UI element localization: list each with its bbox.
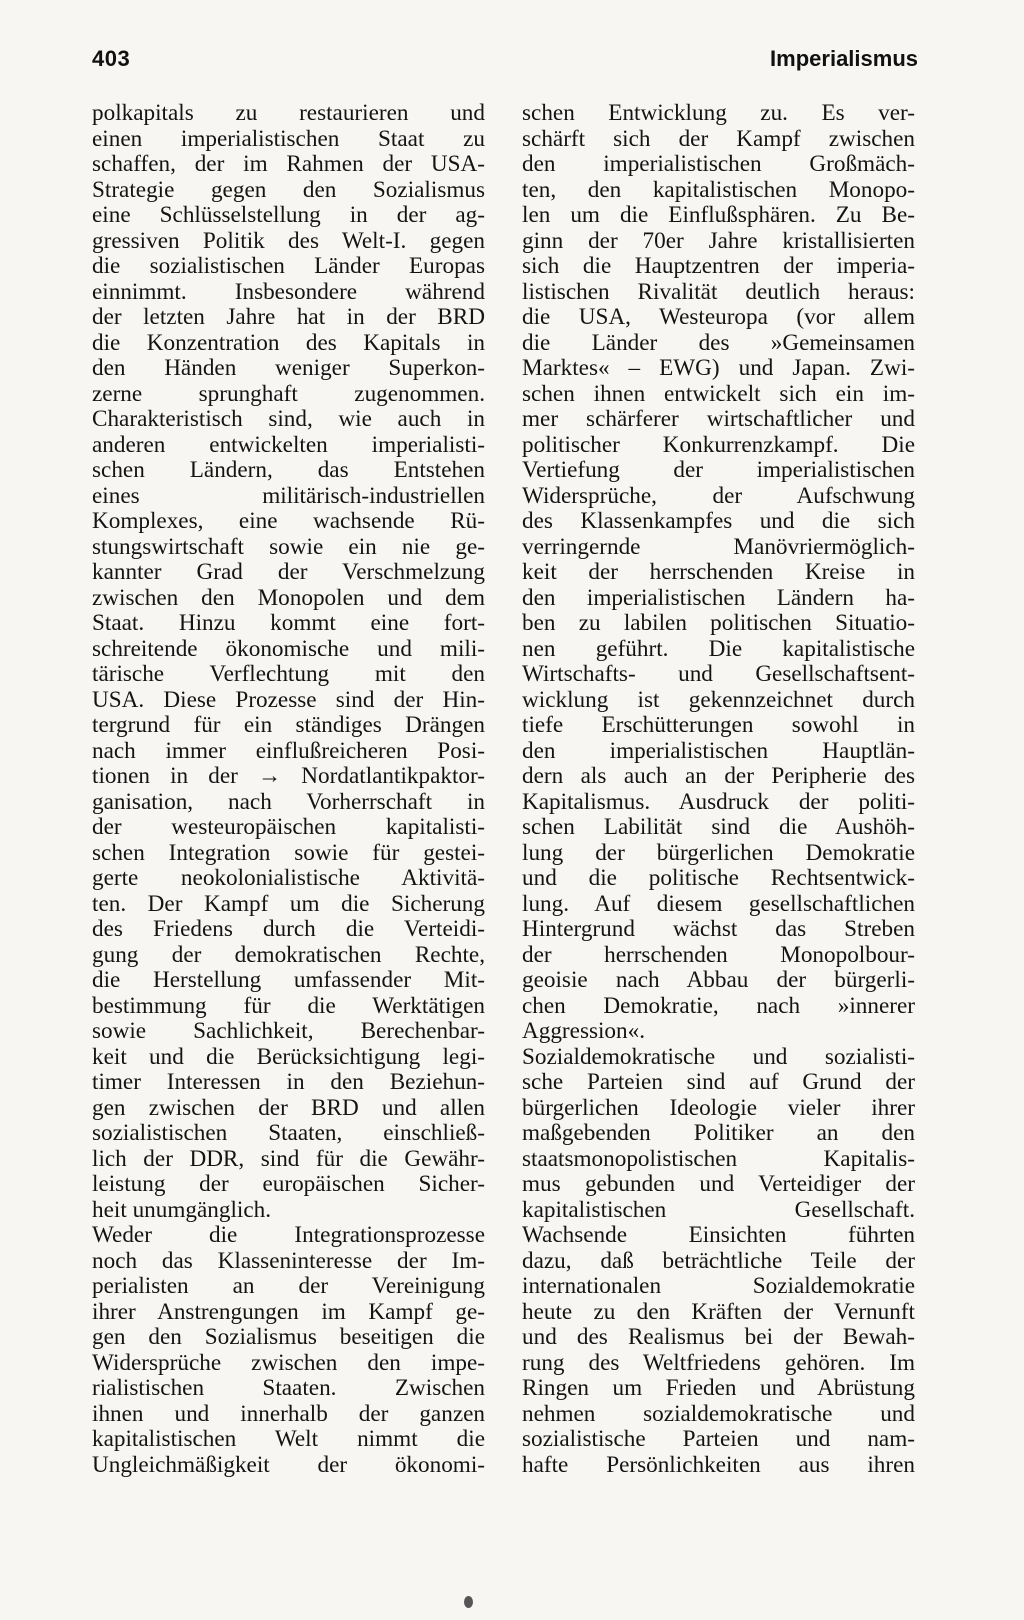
text-line: ginn der 70er Jahre kristallisierten bbox=[522, 228, 915, 254]
text-line: ihrer Anstrengungen im Kampf ge- bbox=[92, 1299, 485, 1325]
text-line: Ungleichmäßigkeit der ökonomi- bbox=[92, 1452, 485, 1478]
text-line: heute zu den Kräften der Vernunft bbox=[522, 1299, 915, 1325]
text-line: sozialistische Parteien und nam- bbox=[522, 1427, 915, 1452]
text-line: gen zwischen der BRD und allen bbox=[92, 1095, 485, 1121]
text-line: die Herstellung umfassender Mit- bbox=[92, 968, 485, 993]
text-line: Staat. Hinzu kommt eine fort- bbox=[92, 611, 485, 636]
text-line: kapitalistischen Gesellschaft. bbox=[522, 1197, 915, 1223]
text-line: des Klassenkampfes und die sich bbox=[522, 509, 915, 534]
text-line: die Konzentration des Kapitals in bbox=[92, 330, 485, 356]
text-line: dern als auch an der Peripherie des bbox=[522, 764, 915, 789]
text-line: und des Realismus bei der Bewah- bbox=[522, 1325, 915, 1350]
text-line: schen Integration sowie für gestei- bbox=[92, 840, 485, 866]
text-line: kannter Grad der Verschmelzung bbox=[92, 560, 485, 585]
text-line: die sozialistischen Länder Europas bbox=[92, 254, 485, 279]
right-text-column bbox=[522, 101, 915, 1478]
text-line: rung des Weltfriedens gehören. Im bbox=[522, 1350, 915, 1376]
text-line: verringernde Manövriermöglich- bbox=[522, 534, 915, 560]
text-line: wicklung ist gekennzeichnet durch bbox=[522, 687, 915, 713]
text-line: tärische Verflechtung mit den bbox=[92, 662, 485, 687]
text-line: internationalen Sozialdemokratie bbox=[522, 1274, 915, 1299]
text-line: anderen entwickelten imperialisti- bbox=[92, 432, 485, 458]
text-line: leistung der europäischen Sicher- bbox=[92, 1172, 485, 1197]
text-line: Hintergrund wächst das Streben bbox=[522, 917, 915, 942]
text-line: stungswirtschaft sowie ein nie ge- bbox=[92, 534, 485, 560]
text-line: die USA, Westeuropa (vor allem bbox=[522, 305, 915, 330]
page-smudge-mark bbox=[464, 1596, 473, 1608]
text-line: sich die Hauptzentren der imperia- bbox=[522, 254, 915, 279]
text-line: bürgerlichen Ideologie vieler ihrer bbox=[522, 1095, 915, 1121]
text-line: eines militärisch-industriellen bbox=[92, 483, 485, 509]
text-line: den imperialistischen Hauptlän- bbox=[522, 738, 915, 764]
text-line: einen imperialistischen Staat zu bbox=[92, 126, 485, 152]
text-line: schen Ländern, das Entstehen bbox=[92, 458, 485, 483]
text-line: Marktes« – EWG) und Japan. Zwi- bbox=[522, 356, 915, 381]
text-line: dazu, daß beträchtliche Teile der bbox=[522, 1248, 915, 1274]
text-line: den Händen weniger Superkon- bbox=[92, 356, 485, 381]
text-line: Ringen um Frieden und Abrüstung bbox=[522, 1376, 915, 1401]
text-line: ihnen und innerhalb der ganzen bbox=[92, 1401, 485, 1427]
text-line: der westeuropäischen kapitalisti- bbox=[92, 815, 485, 840]
text-line: kapitalistischen Welt nimmt die bbox=[92, 1427, 485, 1452]
text-line: politischer Konkurrenzkampf. Die bbox=[522, 432, 915, 458]
text-line: nehmen sozialdemokratische und bbox=[522, 1401, 915, 1427]
text-line: nen geführt. Die kapitalistische bbox=[522, 636, 915, 662]
text-line: staatsmonopolistischen Kapitalis- bbox=[522, 1146, 915, 1172]
text-line: gerte neokolonialistische Aktivitä- bbox=[92, 866, 485, 891]
text-line: tergrund für ein ständiges Drängen bbox=[92, 713, 485, 738]
text-line: Wachsende Einsichten führten bbox=[522, 1223, 915, 1248]
text-line: mus gebunden und Verteidiger der bbox=[522, 1172, 915, 1197]
text-line: USA. Diese Prozesse sind der Hin- bbox=[92, 687, 485, 713]
text-line: noch das Klasseninteresse der Im- bbox=[92, 1248, 485, 1274]
text-line: schen Entwicklung zu. Es ver- bbox=[522, 101, 915, 126]
text-line: lich der DDR, sind für die Gewähr- bbox=[92, 1146, 485, 1172]
text-line: mer schärferer wirtschaftlicher und bbox=[522, 407, 915, 432]
text-line: gung der demokratischen Rechte, bbox=[92, 942, 485, 968]
text-line: Komplexes, eine wachsende Rü- bbox=[92, 509, 485, 534]
text-line: der herrschenden Monopolbour- bbox=[522, 942, 915, 968]
text-line: perialisten an der Vereinigung bbox=[92, 1274, 485, 1299]
text-line: Widersprüche zwischen den impe- bbox=[92, 1350, 485, 1376]
text-line: hafte Persönlichkeiten aus ihren bbox=[522, 1452, 915, 1478]
text-line: Sozialdemokratische und sozialisti- bbox=[522, 1044, 915, 1070]
text-line: nach immer einflußreicheren Posi- bbox=[92, 738, 485, 764]
page-header bbox=[92, 46, 918, 86]
text-line: len um die Einflußsphären. Zu Be- bbox=[522, 203, 915, 228]
text-line: den imperialistischen Ländern ha- bbox=[522, 585, 915, 611]
text-line: Wirtschafts- und Gesellschaftsent- bbox=[522, 662, 915, 687]
text-line: zwischen den Monopolen und dem bbox=[92, 585, 485, 611]
text-line: maßgebenden Politiker an den bbox=[522, 1121, 915, 1146]
text-line: schen Labilität sind die Aushöh- bbox=[522, 815, 915, 840]
text-line: Kapitalismus. Ausdruck der politi- bbox=[522, 789, 915, 815]
running-head: Imperialismus bbox=[770, 46, 918, 71]
text-line: keit und die Berücksichtigung legi- bbox=[92, 1044, 485, 1070]
text-line: listischen Rivalität deutlich heraus: bbox=[522, 279, 915, 305]
text-line: Charakteristisch sind, wie auch in bbox=[92, 407, 485, 432]
text-line: schen ihnen entwickelt sich ein im- bbox=[522, 381, 915, 407]
text-line: Widersprüche, der Aufschwung bbox=[522, 483, 915, 509]
text-line: Strategie gegen den Sozialismus bbox=[92, 177, 485, 203]
text-line: schärft sich der Kampf zwischen bbox=[522, 126, 915, 152]
text-line: der letzten Jahre hat in der BRD bbox=[92, 305, 485, 330]
text-line: chen Demokratie, nach »innerer bbox=[522, 993, 915, 1019]
text-line: sowie Sachlichkeit, Berechenbar- bbox=[92, 1019, 485, 1044]
text-line: zerne sprunghaft zugenommen. bbox=[92, 381, 485, 407]
left-text-column bbox=[92, 101, 485, 1478]
text-line: bestimmung für die Werktätigen bbox=[92, 993, 485, 1019]
text-line: heit unumgänglich. bbox=[92, 1197, 272, 1223]
text-line: gressiven Politik des Welt-I. gegen bbox=[92, 228, 485, 254]
text-line: tiefe Erschütterungen sowohl in bbox=[522, 713, 915, 738]
text-line: ten. Der Kampf um die Sicherung bbox=[92, 891, 485, 917]
text-line: ganisation, nach Vorherrschaft in bbox=[92, 789, 485, 815]
text-line: den imperialistischen Großmäch- bbox=[522, 152, 915, 177]
text-line: geoisie nach Abbau der bürgerli- bbox=[522, 968, 915, 993]
text-line: polkapitals zu restaurieren und bbox=[92, 101, 485, 126]
text-line: eine Schlüsselstellung in der ag- bbox=[92, 203, 485, 228]
text-line: lung der bürgerlichen Demokratie bbox=[522, 840, 915, 866]
text-line: tionen in der → Nordatlantikpaktor- bbox=[92, 764, 485, 789]
text-line: ben zu labilen politischen Situatio- bbox=[522, 611, 915, 636]
text-line: Weder die Integrationsprozesse bbox=[92, 1223, 485, 1248]
text-line: keit der herrschenden Kreise in bbox=[522, 560, 915, 585]
text-line: schreitende ökonomische und mili- bbox=[92, 636, 485, 662]
text-line: Aggression«. bbox=[522, 1019, 646, 1044]
text-line: gen den Sozialismus beseitigen die bbox=[92, 1325, 485, 1350]
text-line: rialistischen Staaten. Zwischen bbox=[92, 1376, 485, 1401]
text-line: die Länder des »Gemeinsamen bbox=[522, 330, 915, 356]
text-line: ten, den kapitalistischen Monopo- bbox=[522, 177, 915, 203]
text-line: lung. Auf diesem gesellschaftlichen bbox=[522, 891, 915, 917]
text-line: des Friedens durch die Verteidi- bbox=[92, 917, 485, 942]
text-line: einnimmt. Insbesondere während bbox=[92, 279, 485, 305]
text-line: sche Parteien sind auf Grund der bbox=[522, 1070, 915, 1095]
text-line: schaffen, der im Rahmen der USA- bbox=[92, 152, 485, 177]
text-line: Vertiefung der imperialistischen bbox=[522, 458, 915, 483]
page-number: 403 bbox=[92, 46, 131, 71]
text-line: sozialistischen Staaten, einschließ- bbox=[92, 1121, 485, 1146]
text-line: und die politische Rechtsentwick- bbox=[522, 866, 915, 891]
text-line: timer Interessen in den Beziehun- bbox=[92, 1070, 485, 1095]
